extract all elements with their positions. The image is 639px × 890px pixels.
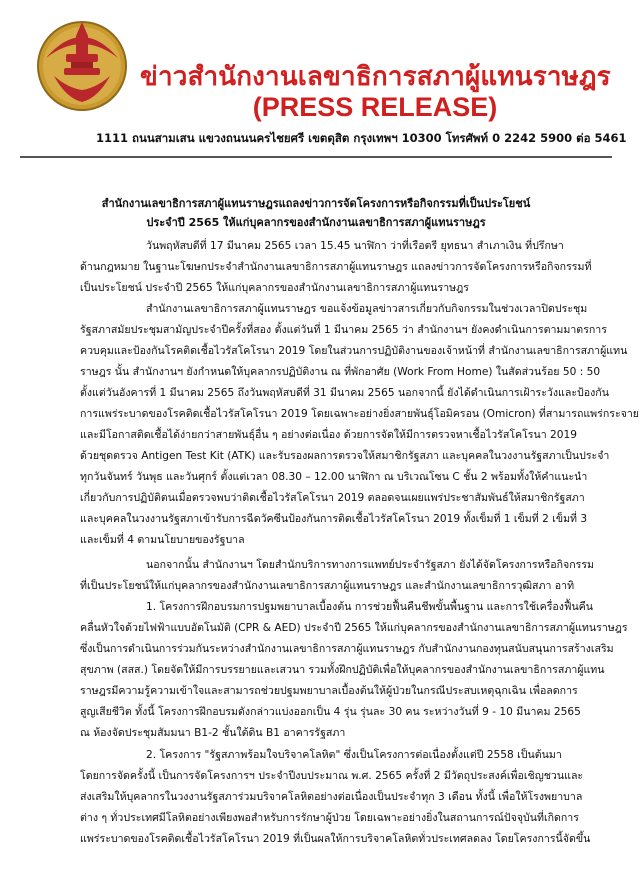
header-divider [20,156,612,158]
body-line: ควบคุมและป้องกันโรคติดเชื้อไวรัสโคโรนา 2019 โดยในส่วนการปฏิบัติงานของเจ้าหน้าที่ สำนักงานเลขาธิการสภาผู้แทน [80,345,628,357]
body-line: วันพฤหัสบดีที่ 17 มีนาคม 2565 เวลา 15.45 นาฬิกา ว่าที่เรือตรี ยุทธนา สำเภาเงิน ที่ปรึกษา [146,240,564,252]
list-item-line: ต่าง ๆ ทั่วประเทศมีโลหิตอย่างเพียงพอสำหรับการรักษาผู้ป่วย โดยเฉพาะอย่างยิ่งในสถานการณ์ปัจจุบันที่เกิดการ [80,812,579,824]
body-line: ทุกวันจันทร์ วันพุธ และวันศุกร์ ตั้งแต่เวลา 08.30 – 12.00 นาฬิกา ณ บริเวณโซน C ชั้น 2 พร้อมทั้งให้คำแนะนำ [80,471,588,483]
body-line: ที่เป็นประโยชน์ให้แก่บุคลากรของสำนักงานเลขาธิการสภาผู้แทนราษฎร และสำนักงานเลขาธิการวุฒิสภา อาทิ [80,580,575,592]
body-line: การแพร่ระบาดของโรคติดเชื้อไวรัสโคโรนา 2019 โดยเฉพาะอย่างยิ่งสายพันธุ์โอมิครอน (Omicron) ที่สามารถแพร่กระจาย [80,408,639,420]
list-item-line: ซึ่งเป็นการดำเนินการร่วมกันระหว่างสำนักงานเลขาธิการสภาผู้แทนราษฎร กับสำนักงานกองทุนสนับสนุนการสร้างเสริม [80,643,614,655]
parliament-emblem-icon [36,14,128,118]
body-line: เกี่ยวกับการปฏิบัติตนเมื่อตรวจพบว่าติดเชื้อไวรัสโคโรนา 2019 ตลอดจนเผยแพร่ประชาสัมพันธ์ให้สมาชิกรัฐสภา [80,492,585,504]
body-line: สำนักงานเลขาธิการสภาผู้แทนราษฎร ขอแจ้งข้อมูลข่าวสารเกี่ยวกับกิจกรรมในช่วงเวลาปิดประชุม [146,303,588,315]
body-line: และเข็มที่ 4 ตามนโยบายของรัฐบาล [80,534,245,546]
body-line: ด้วยชุดตรวจ Antigen Test Kit (ATK) และรับรองผลการตรวจให้สมาชิกรัฐสภา และบุคคลในวงงานรัฐสภาเป็นประจำ [80,450,610,462]
list-item-line: สูญเสียชีวิต ทั้งนี้ โครงการฝึกอบรมดังกล่าวแบ่งออกเป็น 4 รุ่น รุ่นละ 30 คน ระหว่างวันที่ 9 - 10 มีนาคม 2565 [80,706,581,718]
list-item-line: สุขภาพ (สสส.) โดยจัดให้มีการบรรยายและเสวนา รวมทั้งฝึกปฏิบัติเพื่อให้บุคลากรของสำนักงานเลขาธิการสภาผู้แทน [80,664,605,676]
office-address: 1111 ถนนสามเสน แขวงถนนนครไชยศรี เขตดุสิต กรุงเทพฯ 10300 โทรศัพท์ 0 2242 5900 ต่อ 5461 [96,131,627,145]
press-release-title-english: (PRESS RELEASE) [252,92,498,122]
body-line: ด้านกฎหมาย ในฐานะโฆษกประจำสำนักงานเลขาธิการสภาผู้แทนราษฎร แถลงข่าวการจัดโครงการหรือกิจกรรมที่ [80,261,592,273]
body-line: รัฐสภาสมัยประชุมสามัญประจำปีครั้งที่สอง ตั้งแต่วันที่ 1 มีนาคม 2565 ว่า สำนักงานฯ ยังคงดำเนินการตามมาตรการ [80,324,607,336]
list-item-line: ส่งเสริมให้บุคลากรในวงงานรัฐสภาร่วมบริจาคโลหิตอย่างต่อเนื่องเป็นประจำทุก 3 เดือน ทั้งนี้ เพื่อให้โรงพยาบาล [80,791,583,803]
list-item-line: คลื่นหัวใจด้วยไฟฟ้าแบบอัตโนมัติ (CPR & AED) ประจำปี 2565 ให้แก่บุคลากรของสำนักงานเลขาธิการสภาผู้แทนราษฎร [80,622,628,634]
list-item-line: โดยการจัดครั้งนี้ เป็นการจัดโครงการฯ ประจำปีงบประมาณ พ.ศ. 2565 ครั้งที่ 2 มีวัตถุประสงค์เพื่อเชิญชวนและ [80,770,584,782]
press-release-title-thai: ข่าวสำนักงานเลขาธิการสภาผู้แทนราษฎร [140,62,611,92]
list-item-line: ราษฎรมีความรู้ความเข้าใจและสามารถช่วยปฐมพยาบาลเบื้องต้นให้ผู้ป่วยในกรณีประสบเหตุฉุกเฉิน เพื่อลดการ [80,685,578,697]
body-line: และบุคคลในวงงานรัฐสภาเข้ารับการฉีดวัคซีนป้องกันการติดเชื้อไวรัสโคโรนา 2019 ทั้งเข็มที่ 1 เข็มที่ 2 เข็มที่ 3 [80,513,588,525]
body-line: เป็นประโยชน์ ประจำปี 2565 ให้แก่บุคลากรของสำนักงานเลขาธิการสภาผู้แทนราษฎร [80,282,469,294]
list-item-line: 1. โครงการฝึกอบรมการปฐมพยาบาลเบื้องต้น การช่วยฟื้นคืนชีพขั้นพื้นฐาน และการใช้เครื่องฟื้นคืน [146,601,594,613]
list-item-line: แพร่ระบาดของโรคติดเชื้อไวรัสโคโรนา 2019 ที่เป็นผลให้การบริจาคโลหิตทั่วประเทศลดลง โดยโครงการนี้จัดขึ้น [80,833,591,845]
list-item-line: 2. โครงการ "รัฐสภาพร้อมใจบริจาคโลหิต" ซึ่งเป็นโครงการต่อเนื่องตั้งแต่ปี 2558 เป็นต้นมา [146,749,562,761]
headline-line: ประจำปี 2565 ให้แก่บุคลากรของสำนักงานเลขาธิการสภาผู้แทนราษฎร [146,216,486,229]
body-line: ตั้งแต่วันอังคารที่ 1 มีนาคม 2565 ถึงวันพฤหัสบดีที่ 31 มีนาคม 2565 นอกจากนี้ ยังได้ดำเนินการเฝ้าระวังและป้องกัน [80,387,609,399]
headline-line: สำนักงานเลขาธิการสภาผู้แทนราษฎรแถลงข่าวการจัดโครงการหรือกิจกรรมที่เป็นประโยชน์ [101,197,531,210]
body-line: และมีโอกาสติดเชื้อได้ง่ายกว่าสายพันธุ์อื่น ๆ อย่างต่อเนื่อง ด้วยการจัดให้มีการตรวจหาเชื้อไวรัสโคโรนา 2019 [80,429,578,441]
body-line: ราษฎร นั้น สำนักงานฯ ยังกำหนดให้บุคลากรปฏิบัติงาน ณ ที่พักอาศัย (Work From Home) ในสัดส่วนร้อย 50 : 50 [80,366,601,378]
list-item-line: ณ ห้องจัดประชุมสัมมนา B1-2 ชั้นใต้ดิน B1 อาคารรัฐสภา [80,727,346,739]
body-line: นอกจากนั้น สำนักงานฯ โดยสำนักบริการทางการแพทย์ประจำรัฐสภา ยังได้จัดโครงการหรือกิจกรรม [146,559,595,571]
